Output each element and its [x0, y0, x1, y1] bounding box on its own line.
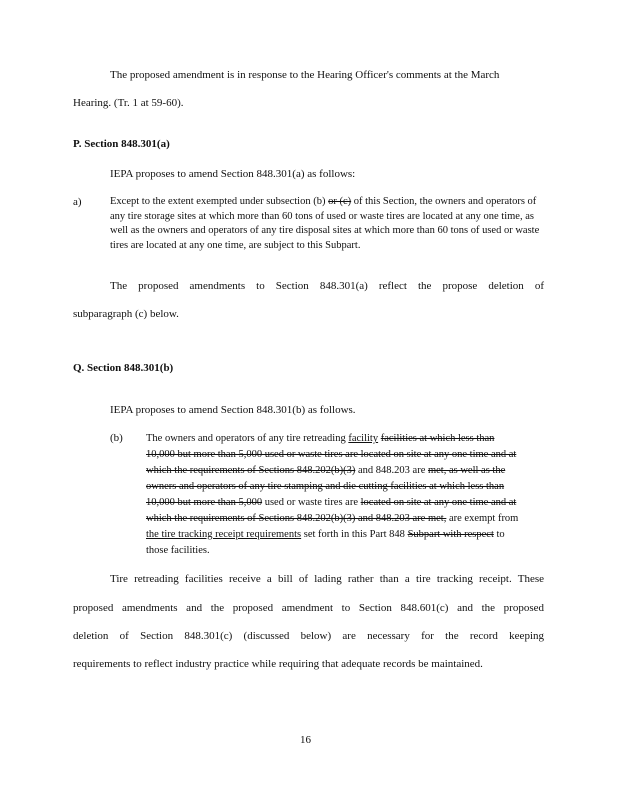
paragraph-line: proposed amendments and the proposed amendment to Section 848.601(c) and the proposed	[73, 602, 544, 614]
rule-text: used or waste tires are	[264, 497, 358, 508]
paragraph-line: The proposed amendment is in response to the Hearing Officer's comments at the March	[110, 69, 500, 81]
rule-text: and 848.203 are	[358, 465, 426, 476]
paragraph-line: subparagraph (c) below.	[73, 308, 179, 320]
deleted-text: Subpart with respect	[407, 529, 494, 540]
paragraph-line: Tire retreading facilities receive a bill of lading rather than a tire tracking receipt. These	[110, 573, 544, 585]
rule-text: are exempt from	[448, 513, 519, 524]
section-heading: Q. Section 848.301(b)	[73, 362, 174, 374]
inserted-text: facility	[348, 433, 379, 444]
rule-text: of this Section, the owners and operators of any tire storage sites at which more than 60 tons of used or waste tires are located at any one time, as well as the owners and operators of any tire disposal sites at which more than 60 tons of used or waste tires are located at any one time, are subject to this Subpart.	[110, 196, 540, 251]
paragraph-line: requirements to reflect industry practice while requiring that adequate records be maintained.	[73, 658, 483, 670]
rule-text: The owners and operators of any tire retreading	[146, 433, 346, 444]
rule-text: Except to the extent exempted under subsection (b)	[110, 196, 326, 207]
inserted-text: the tire tracking receipt requirements	[146, 529, 302, 540]
rule-text: set forth in this Part 848	[303, 529, 405, 540]
paragraph-line: Hearing. (Tr. 1 at 59-60).	[73, 97, 184, 109]
rule-text-block	[110, 195, 544, 253]
section-intro: IEPA proposes to amend Section 848.301(a) as follows:	[110, 168, 356, 180]
deleted-text: located on site at any one time and at which the requirements of Sections 848.202(b)(3) and 848.203 are met,	[146, 497, 517, 524]
item-label: a)	[73, 196, 82, 208]
deleted-text: or (c)	[328, 196, 352, 207]
section-heading: P. Section 848.301(a)	[73, 138, 170, 150]
item-label: (b)	[110, 432, 123, 444]
paragraph-line: deletion of Section 848.301(c) (discussed below) are necessary for the record keeping	[73, 630, 544, 642]
rule-text-block	[146, 431, 522, 559]
section-intro: IEPA proposes to amend Section 848.301(b) as follows.	[110, 404, 356, 416]
deleted-text: met, as well as the owners and operators of any tire stamping and die cutting facilities at which less than 10,000 but more than 5,000	[146, 465, 506, 508]
rule-text: to those facilities.	[146, 529, 505, 556]
deleted-text: facilities at which less than 10,000 but more than 5,000 used or waste tires are located on site at any one time and at which the requirements of Sections 848.202(b)(3)	[146, 433, 517, 476]
page-number: 16	[300, 734, 311, 746]
paragraph-line: The proposed amendments to Section 848.301(a) reflect the propose deletion of	[110, 280, 544, 292]
